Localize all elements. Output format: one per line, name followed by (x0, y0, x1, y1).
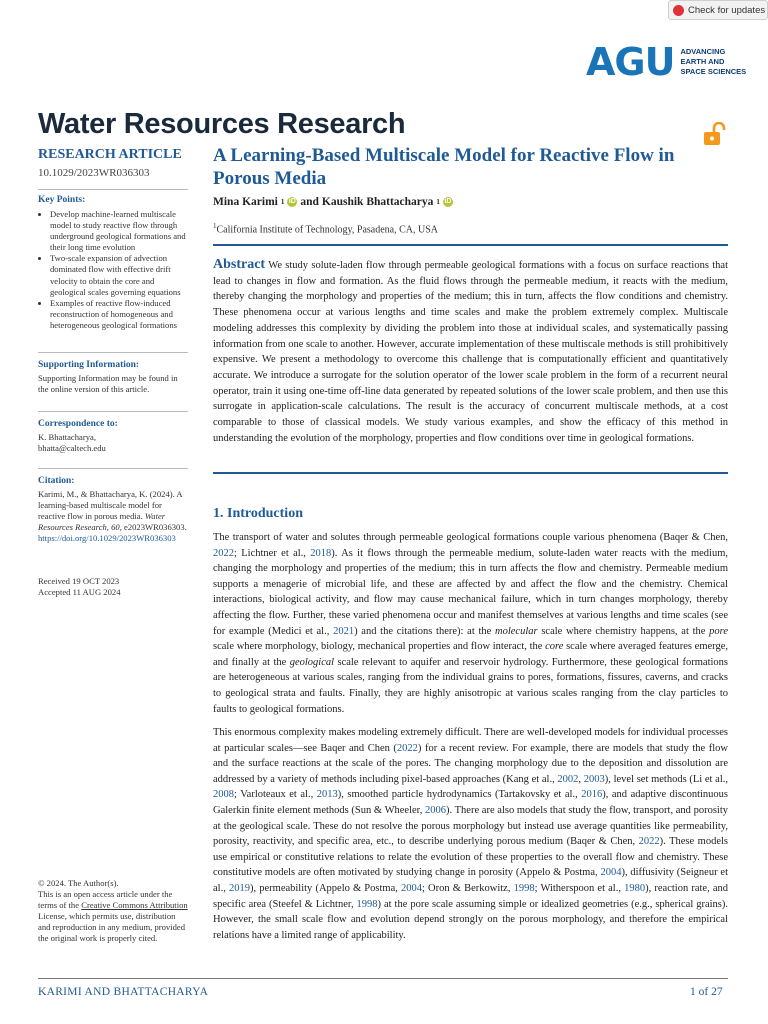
text-run: This enormous complexity makes modeling extremely difficult. There are well-developed models for individual processes at particular scales—see Baqer and Chen ( (213, 727, 728, 754)
cc-license-link[interactable]: Creative Commons Attribution (81, 900, 188, 911)
text-run: ; Witherspoon et al., (534, 882, 625, 894)
text-run: , (578, 773, 584, 785)
citation-link[interactable]: 1998 (356, 898, 378, 910)
supporting-info-section (38, 360, 188, 395)
supporting-info-text: Supporting Information may be found in the online version of this article. (38, 373, 178, 395)
abstract-heading: Abstract (213, 257, 266, 272)
citation-link[interactable]: 1980 (624, 882, 646, 894)
orcid-icon[interactable]: iD (444, 198, 452, 205)
citation-body: Karimi, M., & Bhattacharya, K. (2024). A learning-based multiscale model for reactive flow in porous media. (38, 489, 183, 522)
citation-link[interactable]: 2022 (638, 836, 660, 848)
received-date: Received 19 OCT 2023 (38, 576, 120, 586)
affiliation-marker: 1 (436, 198, 440, 206)
update-icon (673, 5, 684, 16)
agu-logo[interactable] (586, 40, 747, 84)
citation-link[interactable]: 2021 (333, 625, 355, 637)
divider (38, 352, 188, 353)
divider (38, 189, 188, 190)
affiliation-marker: 1 (280, 198, 285, 206)
citation-link[interactable]: 2022 (213, 547, 234, 559)
text-run: scale where chemistry happens, at the (537, 625, 710, 637)
emphasis: core (545, 641, 564, 653)
check-for-updates-button[interactable] (668, 0, 768, 20)
article-title: A Learning-Based Multiscale Model for Reactive Flow in Porous Media (213, 145, 675, 189)
citation-label: Citation: (38, 476, 75, 486)
key-points-list (38, 209, 188, 331)
citation-link[interactable]: 1998 (513, 882, 535, 894)
agu-tagline (680, 47, 746, 77)
key-points-section (38, 195, 188, 331)
correspondence-email[interactable]: bhatta@caltech.edu (38, 443, 106, 454)
license-text (38, 889, 188, 944)
citation-link[interactable]: 2018 (310, 547, 332, 559)
citation-link[interactable]: 2013 (316, 789, 338, 801)
text-run: ), level set methods (Li et al., (604, 773, 728, 785)
text-run: scale where morphology, biology, mechanical properties and flow interact, the (213, 641, 546, 653)
citation-link[interactable]: 2019 (228, 882, 250, 894)
citation-link[interactable]: 2006 (425, 804, 447, 816)
author-list (213, 196, 453, 208)
text-run: scale where averaged features emerge, and finally at the (213, 641, 728, 668)
text-run: scale relevant to aquifer and reservoir hydrology. Furthermore, these geological formations are heterogeneous at various scales, ranging from the individual grains to pores, formations, fissures, caverns, and cracks to geological strata and faults. Finally, they are highly anisotropic at various scales ranging from the clay particles to faults to geological formations. (213, 656, 728, 715)
affiliation (213, 222, 438, 235)
article-doi: 10.1029/2023WR036303 (38, 167, 150, 179)
text-run: ), smoothed particle hydrodynamics (Tartakovsky et al., (337, 789, 582, 801)
check-for-updates-label: Check for updates (688, 4, 766, 16)
journal-title: Water Resources Research (38, 108, 406, 140)
author-conjunction: and (300, 196, 319, 208)
correspondence-section (38, 419, 188, 454)
citation-link[interactable]: 2008 (213, 789, 234, 801)
citation-link[interactable]: 2016 (581, 789, 603, 801)
copyright-line: © 2024. The Author(s). (38, 878, 119, 888)
text-run: ) and the citations there): at the (354, 625, 496, 637)
author-name[interactable]: Kaushik Bhattacharya (321, 196, 434, 208)
correspondence-label: Correspondence to: (38, 419, 118, 429)
emphasis: geological (289, 656, 335, 668)
text-run: ). There are also models that study the flow, transport, and porosity at the geological scale. These do not resolve the porous morphology but instead use average quantities like permeability, porosity, reactivity, and specific area, etc., to describe underlying porous medium (Baqer & Chen, (213, 804, 728, 848)
key-point: • Examples of reactive flow-induced reconstruction of homogeneous and heterogeneous geological formations (50, 298, 188, 331)
text-run: ) for a recent review. For example, there are models that study the flow and the surface reactions at the scale of the pores. The changing morphology due to the deposition and dissolution are addressed by a variety of methods including pixel-based approaches (Kang et al., (213, 742, 728, 785)
citation-journal: Water Resources Research, 60, (38, 511, 166, 533)
affiliation-marker: 1 (213, 222, 217, 230)
agu-line-3: SPACE SCIENCES (680, 67, 747, 76)
divider (38, 411, 188, 412)
section-heading-introduction: 1. Introduction (213, 506, 303, 521)
key-point: • Develop machine-learned multiscale model to study reactive flow through underground geological formations and their long time evolution (50, 209, 188, 253)
emphasis: pore (709, 625, 728, 637)
citation-text (38, 489, 188, 544)
abstract-bottom-rule (213, 472, 728, 474)
footer-rule (38, 978, 728, 979)
key-points-label: Key Points: (38, 195, 86, 205)
citation-link[interactable]: 2022 (396, 742, 418, 754)
citation-link[interactable]: 2003 (583, 773, 605, 785)
citation-article-id: e2023WR036303. (124, 522, 187, 533)
correspondence-name: K. Bhattacharya, (38, 432, 96, 442)
text-run: ; Varloteaux et al., (234, 789, 317, 801)
agu-line-2: EARTH AND (680, 57, 725, 66)
citation-link[interactable]: 2002 (557, 773, 579, 785)
emphasis: molecular (495, 625, 538, 637)
abstract (213, 257, 728, 446)
divider (38, 468, 188, 469)
accepted-date: Accepted 11 AUG 2024 (38, 587, 121, 598)
page-number: 1 of 27 (690, 986, 723, 998)
paragraph (213, 530, 728, 717)
affiliation-text: California Institute of Technology, Pasadena, CA, USA (216, 224, 438, 236)
text-run: ), and adaptive discontinuous Galerkin finite element methods (Sun & Wheeler, (213, 789, 728, 816)
text-run: ) at the pore scale assuming simple or idealized geometries (e.g., spherical grains). However, the small scale flow and evolution depend strongly on the porous morphology, and therefore the empirical relations have a limited range of applicability. (213, 898, 728, 941)
license-text-end: License, which permits use, distribution and reproduction in any medium, provided the original work is properly cited. (38, 911, 186, 944)
agu-mark: AGU (586, 40, 675, 84)
citation-doi-link[interactable]: https://doi.org/10.1029/2023WR036303 (38, 533, 176, 544)
text-run: ), permeability (Appelo & Postma, (249, 882, 401, 894)
text-run: ; Lichtner et al., (234, 547, 311, 559)
text-run: ), reaction rate, and specific area (Steefel & Lichtner, (213, 882, 729, 910)
text-run: ). These models use empirical or constitutive relations to relate the evolution of these properties to the overall flow and chemistry. These constitutive models are often motivated by studying change in porosity (Appelo & Postma, (213, 836, 728, 879)
citation-link[interactable]: 2004 (401, 882, 422, 894)
license-text-start: This is an open access article under the terms of the (38, 889, 173, 911)
orcid-icon[interactable]: iD (288, 198, 296, 205)
supporting-info-label: Supporting Information: (38, 360, 140, 370)
key-point: • Two-scale expansion of advection dominated flow with effective drift velocity to obtain the core and geological scales governing equations (50, 253, 188, 297)
agu-line-1: ADVANCING (680, 47, 726, 56)
running-footer-authors: KARIMI AND BHATTACHARYA (38, 986, 209, 998)
text-run: ). As it flows through the permeable medium, solute-laden water reacts with the medium, changing the morphology and properties of the medium; this in turn affects the flow and chemistry. Permeable medium supports a menagerie of microbial life, and these are affected by and affect the flow and the chemistry. Chemical interactions, biological activity, and flow may cause mechanical failure, which in turn changes morphology, thereby affecting the flow. Further, these varied phenomena occur and manifest themselves at various lengths and time scales (see for example (Medici et al., (213, 547, 728, 637)
article-type: RESEARCH ARTICLE (38, 147, 182, 162)
author-name[interactable]: Mina Karimi (213, 196, 278, 208)
text-run: ; Oron & Berkowitz, (422, 882, 514, 894)
paragraph (213, 725, 728, 943)
license-section (38, 878, 188, 945)
abstract-text: We study solute-laden flow through permeable geological formations with a focus on surface reactions that lead to changes in flow and formation. As the fluid flows through the permeable medium, it reacts with the medium, thereby changing the morphology and properties of the medium; this in turn, affects the flow conditions and chemistry. These phenomena occur at various lengths and time scales and make the problem extremely complex. Multiscale modeling addresses this complexity by dividing the problem into those at individual scales, and systematically passing information from one scale to another. However, accurate implementation of these multiscale methods is still prohibitively expensive. We present a methodology to overcome this challenge that is computationally efficient and quantitatively accurate. We introduce a surrogate for the solution operator of the lower scale problem in the form of a recurrent neural operator, train it using one-time off-line data generated by repeated solutions of the lower scale problem, and then use this surrogate in application-scale calculations. The result is the accuracy of concurrent multiscale methods, at a cost comparable to those of classical models. We study various examples, and show the efficacy of this method in understanding the evolution of the morphology, properties and flow conditions over time in geological formations. (213, 260, 728, 444)
text-run: The transport of water and solutes through permeable geological formations couple various phenomena (Baqer & Chen, (213, 532, 728, 543)
citation-link[interactable]: 2004 (600, 867, 622, 879)
text-run: ), diffusivity (Seigneur et al., (213, 867, 728, 894)
dates-section (38, 576, 188, 598)
abstract-top-rule (213, 244, 728, 246)
citation-section (38, 476, 188, 544)
